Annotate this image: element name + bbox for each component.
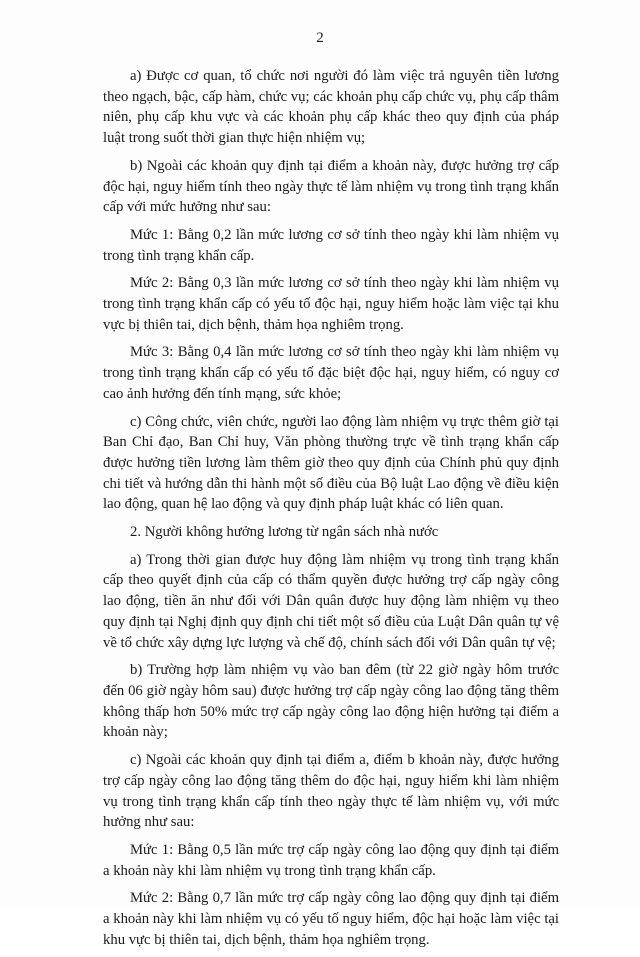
paragraph-2-level-1: Mức 1: Bằng 0,5 lần mức trợ cấp ngày công lao động quy định tại điểm a khoản này khi làm nhiệm vụ trong tình trạng khẩn cấp. [103, 841, 559, 879]
paragraph-2-level-2: Mức 2: Bằng 0,7 lần mức trợ cấp ngày công lao động quy định tại điểm a khoản này khi làm nhiệm vụ có yếu tố nguy hiểm, độc hại hoặc làm việc tại khu vực bị thiên tai, dịch bệnh, thảm họa nghiêm trọng. [103, 890, 559, 948]
paragraph-2c-extra-allowance: c) Ngoài các khoản quy định tại điểm a, điểm b khoản này, được hưởng trợ cấp ngày công lao động tăng thêm do độc hại, nguy hiểm khi làm nhiệm vụ trong tình trạng khẩn cấp tính theo ngày thực tế làm nhiệm vụ, với mức hưởng như sau: [103, 752, 559, 831]
page-number: 2 [316, 30, 324, 46]
paragraph-1c-overtime: c) Công chức, viên chức, người lao động làm nhiệm vụ trực thêm giờ tại Ban Chỉ đạo, Ban Chỉ huy, Văn phòng thường trực về tình trạng khẩn cấp được hưởng tiền lương làm thêm giờ theo quy định của Chính phủ quy định chi tiết và hướng dẫn thi hành một số điều của Bộ luật Lao động về điều kiện lao động, quan hệ lao động và quy định pháp luật khác có liên quan. [103, 413, 559, 513]
paragraph-2a-daily-allowance: a) Trong thời gian được huy động làm nhiệm vụ trong tình trạng khẩn cấp theo quyết định của cấp có thẩm quyền được hưởng trợ cấp ngày công lao động, tiền ăn như đối với Dân quân được huy động làm nhiệm vụ theo quy định tại Nghị định quy định chi tiết một số điều của Luật Dân quân tự vệ về tổ chức xây dựng lực lượng và chế độ, chính sách đối với Dân quân tự vệ; [103, 551, 559, 651]
paragraph-level-3: Mức 3: Bằng 0,4 lần mức lương cơ sở tính theo ngày khi làm nhiệm vụ trong tình trạng khẩn cấp có yếu tố đặc biệt độc hại, nguy hiểm, có nguy cơ cao ảnh hưởng đến tính mạng, sức khỏe; [103, 344, 559, 402]
section-heading-2: 2. Người không hưởng lương từ ngân sách nhà nước [130, 524, 439, 541]
paragraph-level-1: Mức 1: Bằng 0,2 lần mức lương cơ sở tính theo ngày khi làm nhiệm vụ trong tình trạng khẩn cấp. [103, 226, 559, 264]
paragraph-1b-hazard-allowance: b) Ngoài các khoản quy định tại điểm a khoản này, được hưởng trợ cấp độc hại, nguy hiểm tính theo ngày thực tế làm nhiệm vụ trong tình trạng khẩn cấp với mức hưởng như sau: [103, 157, 559, 216]
paragraph-level-2: Mức 2: Bằng 0,3 lần mức lương cơ sở tính theo ngày khi làm nhiệm vụ trong tình trạng khẩn cấp có yếu tố độc hại, nguy hiểm hoặc làm việc tại khu vực bị thiên tai, dịch bệnh, thảm họa nghiêm trọng. [103, 275, 559, 333]
paragraph-2b-night-duty: b) Trường hợp làm nhiệm vụ vào ban đêm (từ 22 giờ ngày hôm trước đến 06 giờ ngày hôm sau) được hưởng trợ cấp ngày công lao động tăng thêm không thấp hơn 50% mức trợ cấp ngày công lao động hiện hưởng tại điểm a khoản này; [103, 662, 559, 741]
paragraph-1a-salary: a) Được cơ quan, tổ chức nơi người đó làm việc trả nguyên tiền lương theo ngạch, bậc, cấp hàm, chức vụ; các khoản phụ cấp chức vụ, phụ cấp thâm niên, phụ cấp khu vực và các khoản phụ cấp khác theo quy định của pháp luật trong suốt thời gian thực hiện nhiệm vụ; [103, 68, 559, 147]
document-body [103, 66, 559, 957]
